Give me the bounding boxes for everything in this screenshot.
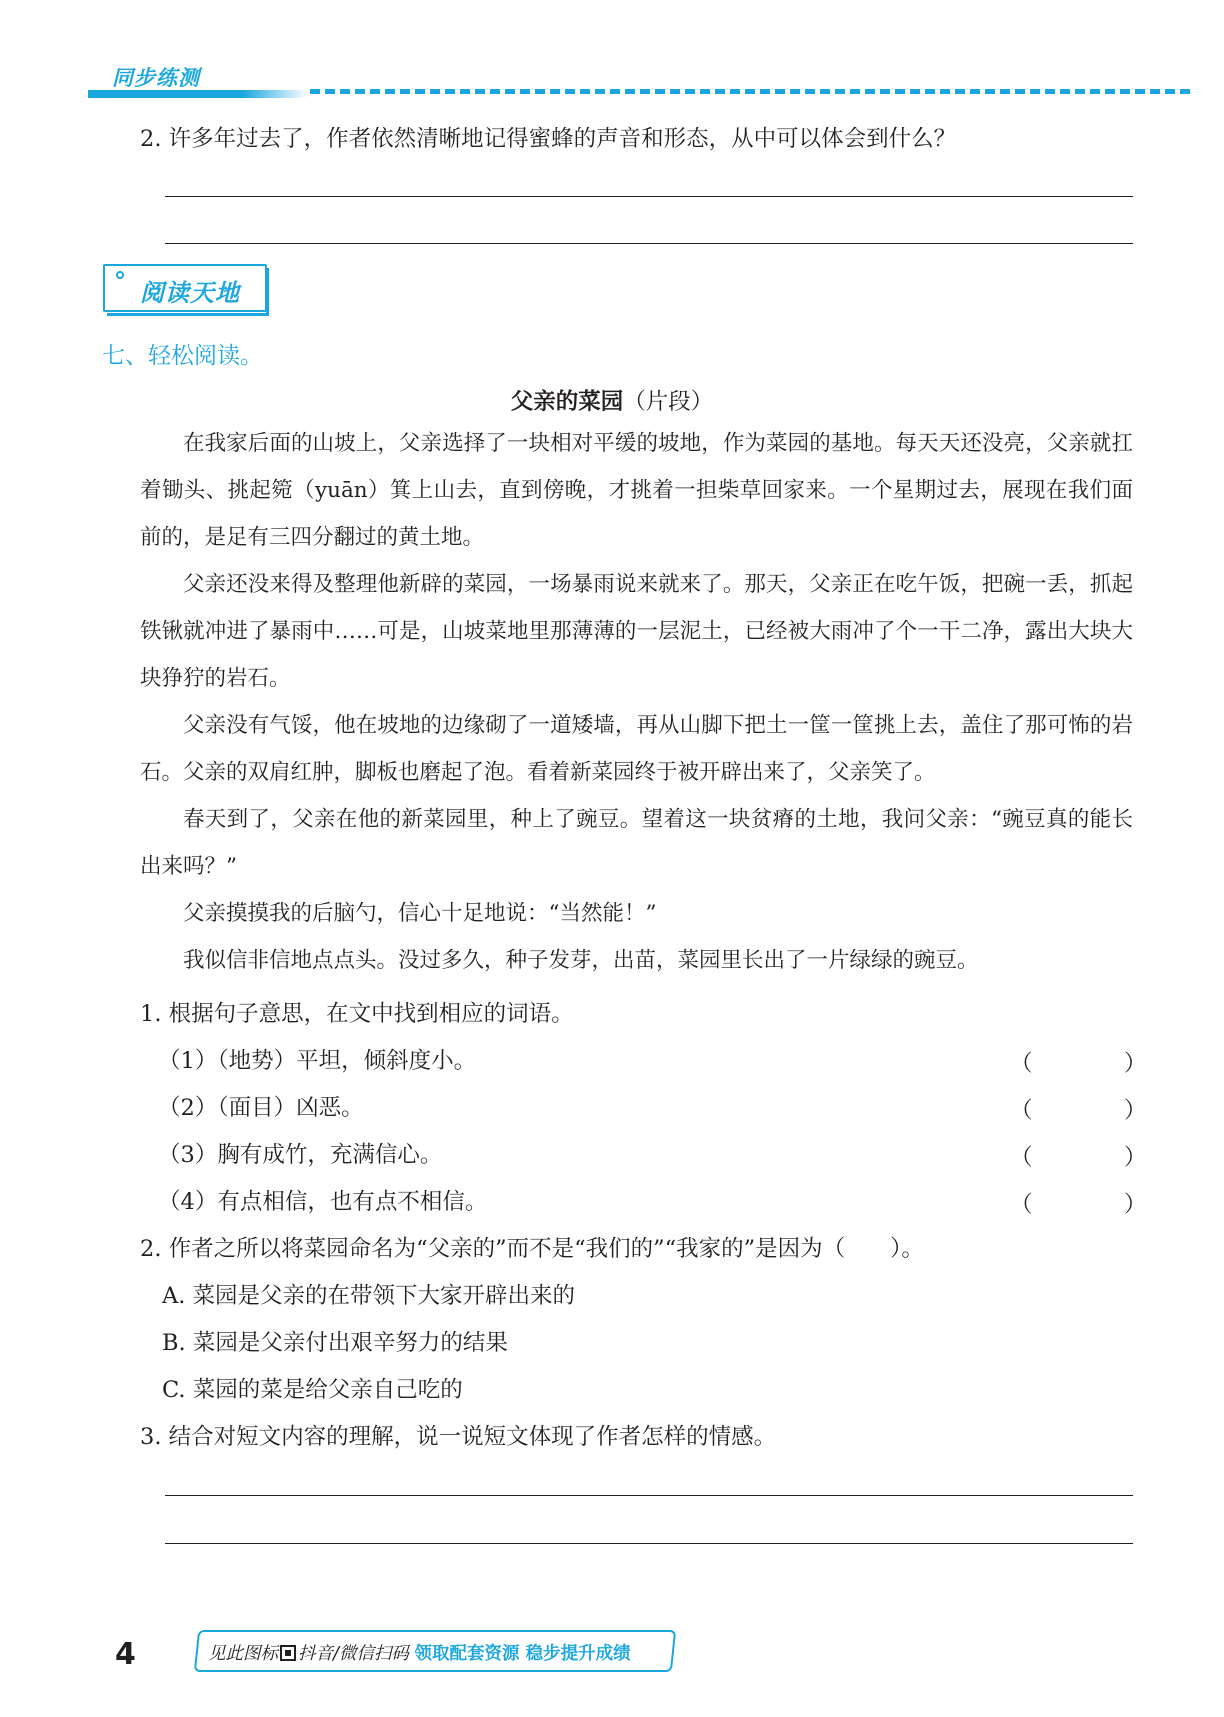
footer-text-b: 抖音/微信扫码 — [298, 1644, 409, 1664]
q2-option-c: C. 菜园的菜是给父亲自己吃的 — [162, 1377, 463, 1403]
badge-dot-icon — [116, 271, 124, 279]
article-title-main: 父亲的菜园 — [510, 389, 624, 415]
q1-stem: 1. 根据句子意思，在文中找到相应的词语。 — [140, 1001, 574, 1027]
q1-item: （1）（地势）平坦，倾斜度小。 — [158, 1048, 477, 1074]
article-title — [0, 384, 1224, 416]
section-title: 七、轻松阅读。 — [102, 343, 263, 369]
answer-paren-open: （ — [1010, 1098, 1033, 1124]
q2-stem: 2. 作者之所以将菜园命名为“父亲的”而不是“我们的”“我家的”是因为（ ）。 — [140, 1236, 924, 1262]
paragraph: 我似信非信地点点头。没过多久，种子发芽，出苗，菜园里长出了一片绿绿的豌豆。 — [183, 948, 979, 973]
answer-line — [165, 1495, 1133, 1496]
answer-line — [165, 1543, 1133, 1544]
paragraph: 春天到了，父亲在他的新菜园里，种上了豌豆。望着这一块贫瘠的土地，我问父亲：“豌豆真的能长出来吗？” — [140, 807, 1133, 879]
header-bar — [88, 90, 308, 98]
paragraph: 父亲摸摸我的后脑勺，信心十足地说：“当然能！” — [183, 901, 657, 926]
paragraph: 父亲没有气馁，他在坡地的边缘砌了一道矮墙，再从山脚下把土一筐一筐挑上去，盖住了那可怖的岩石。父亲的双肩红肿，脚板也磨起了泡。看着新菜园终于被开辟出来了，父亲笑了。 — [140, 713, 1133, 785]
answer-paren-close: ） — [1124, 1098, 1147, 1124]
q3-stem: 3. 结合对短文内容的理解，说一说短文体现了作者怎样的情感。 — [140, 1424, 777, 1450]
qr-code-icon — [280, 1645, 296, 1661]
answer-paren-open: （ — [1010, 1145, 1033, 1171]
q1-item: （3）胸有成竹，充满信心。 — [158, 1142, 443, 1168]
answer-paren-open: （ — [1010, 1051, 1033, 1077]
header-dashed-rule — [310, 89, 1190, 94]
answer-paren-close: ） — [1124, 1145, 1147, 1171]
top-question: 2. 许多年过去了，作者依然清晰地记得蜜蜂的声音和形态，从中可以体会到什么？ — [140, 126, 957, 152]
answer-paren-close: ） — [1124, 1051, 1147, 1077]
footer-text-a: 见此图标 — [208, 1644, 278, 1664]
q1-item: （2）（面目）凶恶。 — [158, 1095, 364, 1121]
paragraph: 在我家后面的山坡上，父亲选择了一块相对平缓的坡地，作为菜园的基地。每天天还没亮，父亲就扛着锄头、挑起箢（yuān）箕上山去，直到傍晚，才挑着一担柴草回家来。一个星期过去，展现在我们面前的，是足有三四分翻过的黄土地。 — [140, 431, 1133, 550]
page-number: 4 — [115, 1637, 136, 1672]
q2-option-a: A. 菜园是父亲的在带领下大家开辟出来的 — [162, 1283, 576, 1309]
q1-item: （4）有点相信，也有点不相信。 — [158, 1189, 488, 1215]
header-title: 同步练测 — [112, 66, 200, 90]
answer-paren-close: ） — [1124, 1192, 1147, 1218]
answer-line — [165, 196, 1133, 197]
article-title-note: （片段） — [623, 389, 714, 415]
answer-paren-open: （ — [1010, 1192, 1033, 1218]
q2-option-b: B. 菜园是父亲付出艰辛努力的结果 — [162, 1330, 508, 1356]
answer-line — [165, 243, 1133, 244]
section-badge: 阅读天地 — [140, 279, 240, 307]
footer-text — [208, 1640, 631, 1665]
footer-highlight: 领取配套资源 稳步提升成绩 — [414, 1644, 631, 1664]
paragraph: 父亲还没来得及整理他新辟的菜园，一场暴雨说来就来了。那天，父亲正在吃午饭，把碗一丢，抓起铁锹就冲进了暴雨中……可是，山坡菜地里那薄薄的一层泥土，已经被大雨冲了个一干二净，露出大块大块狰狞的岩石。 — [140, 572, 1133, 691]
